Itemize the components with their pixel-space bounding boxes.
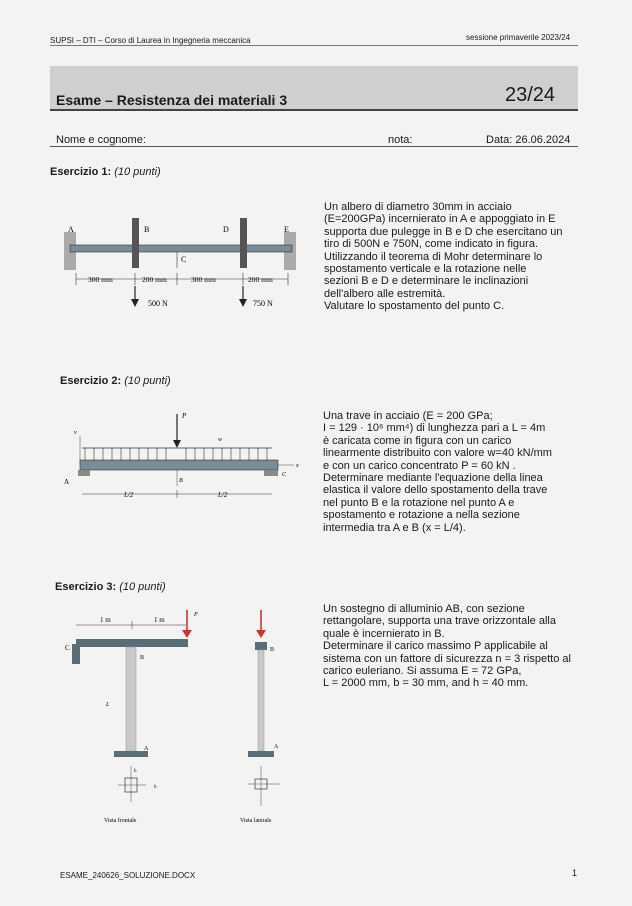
column-ab <box>126 647 136 751</box>
base-a <box>114 751 148 757</box>
label-b: B <box>140 655 145 661</box>
caption-side: Vista laterale <box>240 818 272 824</box>
load-arrow-side <box>256 630 266 638</box>
force-d: 750 N <box>253 299 273 308</box>
exam-number: 23/24 <box>505 84 556 106</box>
shaft <box>70 245 292 252</box>
label-c: C <box>181 255 187 264</box>
info-rule <box>50 146 578 147</box>
label-b: B <box>144 225 150 234</box>
label-a: A <box>144 746 149 752</box>
beam <box>80 460 278 470</box>
header-session: sessione primaverile 2023/24 <box>466 33 571 42</box>
page-number: 1 <box>572 868 578 878</box>
force-b: 500 N <box>148 299 168 308</box>
exercise-2-title: Esercizio 2: (10 punti) <box>60 375 171 387</box>
exercise-3-text: Un sostegno di alluminio AB, con sezione rettangolare, supporta una trave orizzontale alla quale è incernierato in B. Determinare il carico massimo P applicabile al sistema con un fattore di sicurezza n = 3 rispetto al carico euleriano. Si assuma E = 72 GPa, L = 2000 mm, b = 30 mm, and h = 40 mm. <box>323 603 571 690</box>
dim-4: 200 mm <box>248 275 273 284</box>
label-b-side: B <box>270 647 275 653</box>
label-l: L <box>106 702 110 708</box>
header-rule <box>50 45 578 46</box>
exercise-1-title: Esercizio 1: (10 punti) <box>50 166 161 178</box>
label-d: D <box>223 225 229 234</box>
exercise-2-text: Una trave in acciaio (E = 200 GPa; I = 129 · 10⁶ mm⁴) di lunghezza pari a L = 4m è caricata come in figura con un carico linearmente distribuito con valore w=40 kN/mm e con un carico concentrato P = 60 kN . Determinare mediante l'equazione della linea elastica il valore dello spostamento della trave nel punto B e la rotazione nel punto A e spostamento e rotazione a nella sezione intermedia tra A e B (x = L/4). <box>323 410 552 534</box>
distributed-load-arrows <box>85 448 267 460</box>
dim-1m-a: 1 m <box>100 616 111 624</box>
label-x: x <box>296 463 299 469</box>
grade-label: nota: <box>388 134 413 146</box>
exercise-2-figure <box>60 408 310 513</box>
label-a: A <box>68 225 74 234</box>
horizontal-beam <box>76 639 188 647</box>
exam-date: Data: 26.06.2024 <box>486 134 571 146</box>
label-c: C <box>65 644 70 652</box>
label-b-dim: b <box>154 785 157 790</box>
load-arrow-p <box>182 630 192 638</box>
footer-filename: ESAME_240626_SOLUZIONE.DOCX <box>60 871 196 880</box>
exercise-3-front-view <box>62 606 212 828</box>
point-load-arrow <box>173 440 181 448</box>
label-l-half-1: L/2 <box>124 491 134 499</box>
label-b: B <box>179 478 183 484</box>
exercise-3-title: Esercizio 3: (10 punti) <box>55 581 166 593</box>
label-p: P <box>194 612 198 618</box>
pulley-b <box>132 218 139 268</box>
force-arrow-b <box>131 299 139 307</box>
dim-3: 300 mm <box>191 275 216 284</box>
pulley-d <box>240 218 247 268</box>
dim-1m-b: 1 m <box>154 616 165 624</box>
label-a: A <box>64 478 70 486</box>
dim-1: 300 mm <box>88 275 113 284</box>
label-l-half-2: L/2 <box>218 491 228 499</box>
support-c <box>264 470 278 476</box>
page-title: Esame – Resistenza dei materiali 3 <box>56 92 288 108</box>
label-v: v <box>74 430 77 436</box>
caption-front: Vista frontale <box>104 818 137 824</box>
label-p: P <box>182 412 187 420</box>
exercise-1-text: Un albero di diametro 30mm in acciaio (E=200GPa) incernierato in A e appoggiato in E supporta due pulegge in B e D che esercitano un tiro di 500N e 750N, come indicato in figura. Utilizzando il teorema di Mohr determinare lo spostamento verticale e la rotazione nelle sezioni B e D e determinare le inclinazioni dell'albero alle estremità. Valutare lo spostamento del punto C. <box>324 201 563 313</box>
label-c: C <box>282 472 287 478</box>
header-course: SUPSI – DTI – Corso di Laurea in Ingegneria meccanica <box>50 36 251 45</box>
label-w: w <box>218 437 223 443</box>
title-rule <box>50 109 578 111</box>
base-side <box>248 751 274 757</box>
label-h: h <box>134 769 137 774</box>
force-arrow-d <box>239 299 247 307</box>
label-e: E <box>284 225 289 234</box>
column-side <box>258 650 264 751</box>
dim-2: 200 mm <box>142 275 167 284</box>
name-label: Nome e cognome: <box>56 134 146 146</box>
label-a-side: A <box>274 744 279 750</box>
exercise-3-side-view <box>228 606 298 828</box>
support-a <box>78 470 90 476</box>
exercise-1-figure <box>60 210 300 315</box>
